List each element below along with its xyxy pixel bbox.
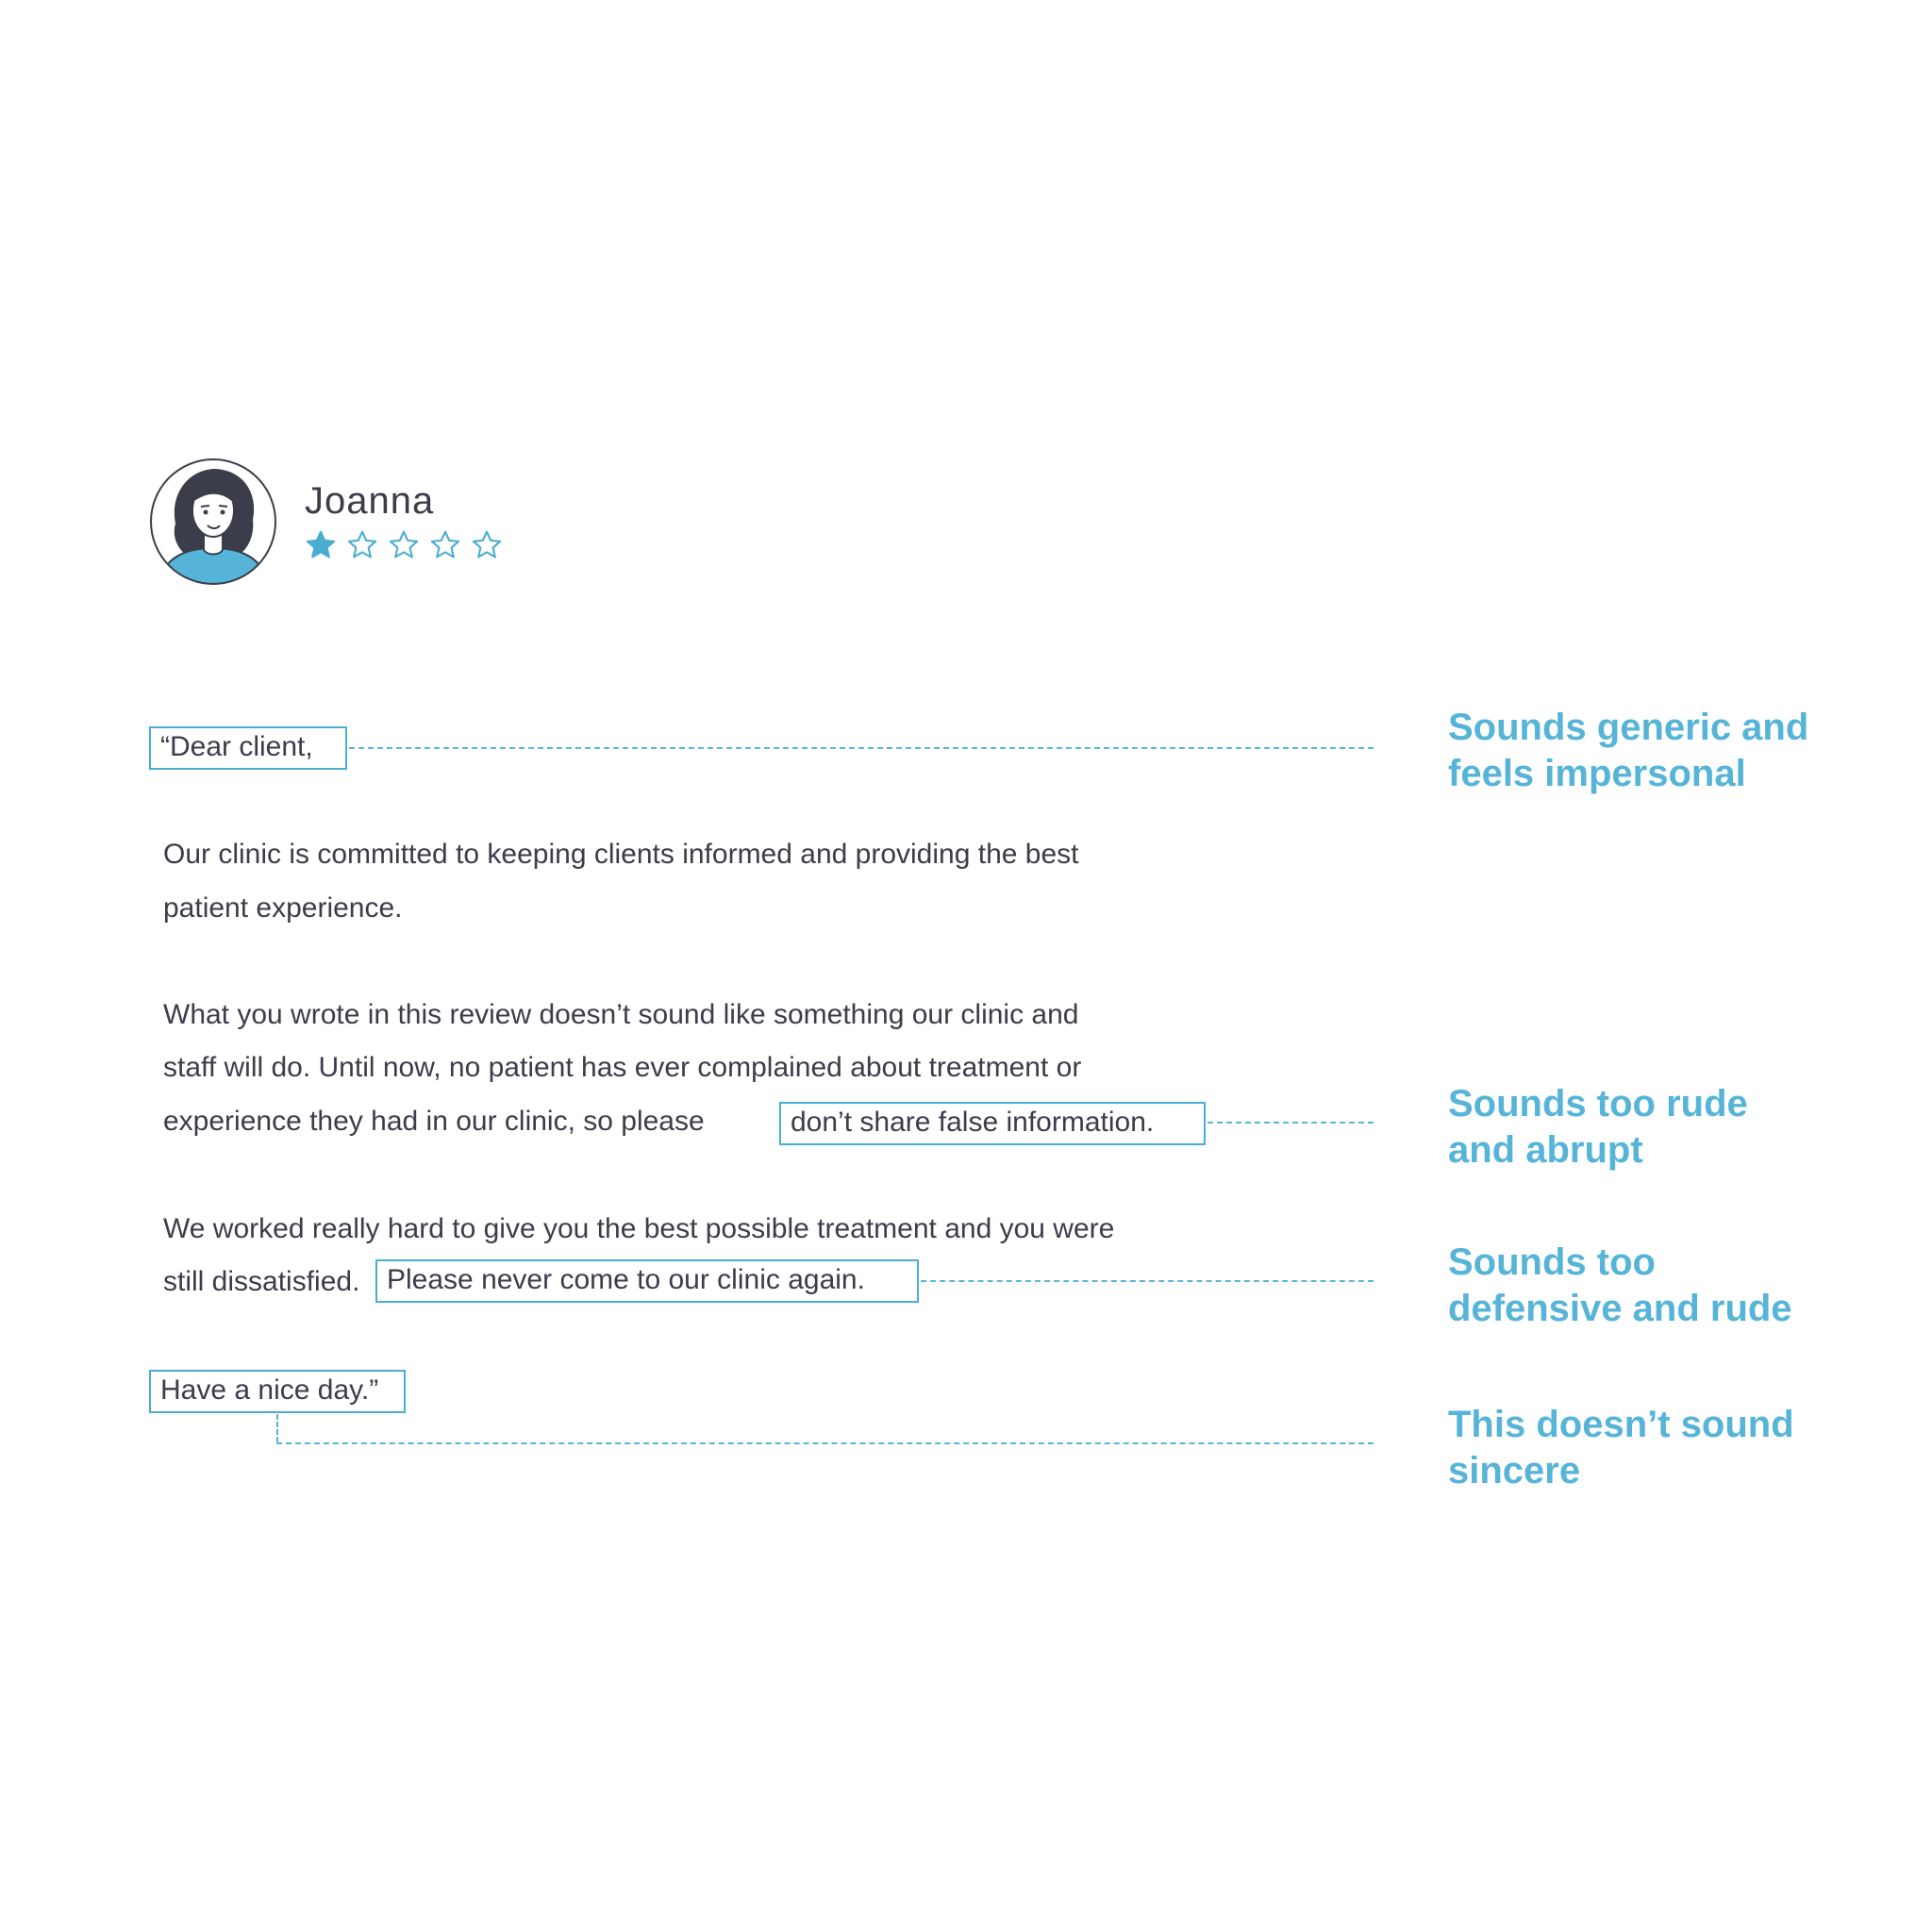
- reviewer-name: Joanna: [305, 480, 435, 522]
- reviewer-avatar: [149, 458, 277, 586]
- annotation-line: defensive and rude: [1448, 1288, 1792, 1329]
- leader-line: [1208, 1122, 1374, 1124]
- false-information-highlight: [779, 1102, 1206, 1145]
- annotation-line: Sounds too: [1448, 1241, 1656, 1283]
- leader-line: [276, 1414, 278, 1442]
- paragraph-1-line-2: patient experience.: [163, 892, 403, 924]
- paragraph-3-line-1: We worked really hard to give you the best possible treatment and you were: [163, 1213, 1115, 1244]
- annotation-line: and abrupt: [1448, 1129, 1643, 1171]
- annotation-line: sincere: [1448, 1450, 1581, 1491]
- annotation-defensive: [1448, 1240, 1792, 1332]
- paragraph-2-line-3: experience they had in our clinic, so please: [163, 1106, 705, 1137]
- greeting-text: “Dear client,: [160, 731, 313, 762]
- paragraph-2-line-1: What you wrote in this review doesn’t sound like something our clinic and: [163, 999, 1079, 1030]
- never-come-again-text: Please never come to our clinic again.: [387, 1264, 865, 1295]
- star-icon: [470, 528, 504, 562]
- star-icon: [387, 528, 421, 562]
- paragraph-2-line-2: staff will do. Until now, no patient has ever complained about treatment or: [163, 1052, 1082, 1083]
- annotation-line: feels impersonal: [1448, 753, 1746, 794]
- closing-text: Have a nice day.”: [160, 1374, 379, 1406]
- leader-line: [921, 1280, 1374, 1282]
- closing-highlight: [149, 1370, 406, 1413]
- annotation-rude-abrupt: [1448, 1081, 1748, 1174]
- false-information-text: don’t share false information.: [791, 1107, 1155, 1138]
- star-icon: [428, 528, 462, 562]
- star-icon: [304, 528, 338, 562]
- annotation-line: This doesn’t sound: [1448, 1404, 1794, 1445]
- never-come-again-highlight: [375, 1259, 919, 1303]
- leader-line: [349, 747, 1374, 749]
- annotation-line: Sounds too rude: [1448, 1083, 1748, 1124]
- greeting-highlight: [149, 726, 347, 770]
- paragraph-3-line-2: still dissatisfied.: [163, 1266, 360, 1297]
- paragraph-1-line-1: Our clinic is committed to keeping clients informed and providing the best: [163, 839, 1079, 870]
- star-rating: [304, 528, 504, 562]
- annotation-line: Sounds generic and: [1448, 707, 1809, 748]
- annotation-insincere: [1448, 1402, 1794, 1494]
- star-icon: [345, 528, 379, 562]
- annotation-generic: [1448, 705, 1808, 797]
- leader-line: [276, 1442, 1374, 1444]
